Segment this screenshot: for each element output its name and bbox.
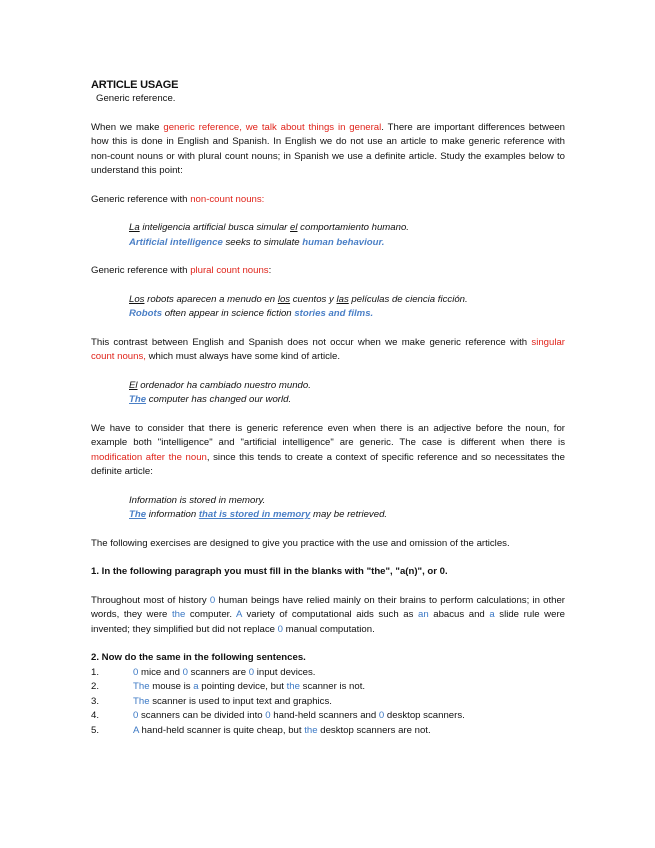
exercise-1-paragraph: Throughout most of history 0 human beings have relied mainly on their brains to perform calculations; in other words, they were the computer. A variety of computational aids such as an abacus and a slide rule were invented; they simplified but did not replace 0 manual computation. <box>91 594 565 635</box>
plural-example-es: Los robots aparecen a menudo en los cuentos y las películas de ciencia ficción. <box>129 293 468 305</box>
contrast-paragraph: This contrast between English and Spanish does not occur when we make generic reference with singular count nouns, which must always have some kind of article. <box>91 336 565 362</box>
document-page <box>91 78 565 738</box>
list-item: 1. 0 mice and 0 scanners are 0 input devices. <box>91 666 316 678</box>
singular-example-es: El ordenador ha cambiado nuestro mundo. <box>129 379 311 391</box>
list-item: 3. The scanner is used to input text and graphics. <box>91 695 332 707</box>
page-subtitle: Generic reference. <box>96 93 176 104</box>
list-item: 2. The mouse is a pointing device, but the scanner is not. <box>91 681 366 692</box>
page-title: ARTICLE USAGE <box>91 79 179 91</box>
noncount-example-en: Artificial intelligence seeks to simulate human behaviour. <box>129 236 385 248</box>
plural-example-en: Robots often appear in science fiction stories and films. <box>129 308 374 319</box>
modification-example-1: Information is stored in memory. <box>129 494 266 506</box>
list-item: 4. 0 scanners can be divided into 0 hand-held scanners and 0 desktop scanners. <box>91 710 465 721</box>
plural-heading: Generic reference with plural count nouns: <box>91 265 272 276</box>
adjective-paragraph: We have to consider that there is generic reference even when there is an adjective before the noun, for example both "intelligence" and "artificial intelligence" are generic. The case is different when there is modification after the noun, since this tends to create a context of specific reference and so necessitates the definite article: <box>91 422 565 477</box>
intro-paragraph: When we make generic reference, we talk about things in general. There are important differences between how this is done in English and Spanish. In English we do not use an article to make generic reference with non-count nouns or with plural count nouns; in Spanish we use a definite article. Study the examples below to understand this point: <box>91 121 565 176</box>
exercise-2-heading: 2. Now do the same in the following sentences. <box>91 652 306 663</box>
modification-example-2: The information that is stored in memory may be retrieved. <box>129 509 388 520</box>
singular-example-en: The computer has changed our world. <box>129 394 292 405</box>
exercise-1-heading: 1. In the following paragraph you must fill in the blanks with "the", "a(n)", or 0. <box>91 566 448 577</box>
list-item: 5. A hand-held scanner is quite cheap, but the desktop scanners are not. <box>91 724 431 736</box>
noncount-example-es: La inteligencia artificial busca simular el comportamiento humano. <box>129 222 409 233</box>
exercises-intro: The following exercises are designed to give you practice with the use and omission of the articles. <box>91 537 510 549</box>
noncount-heading: Generic reference with non-count nouns: <box>91 193 265 205</box>
